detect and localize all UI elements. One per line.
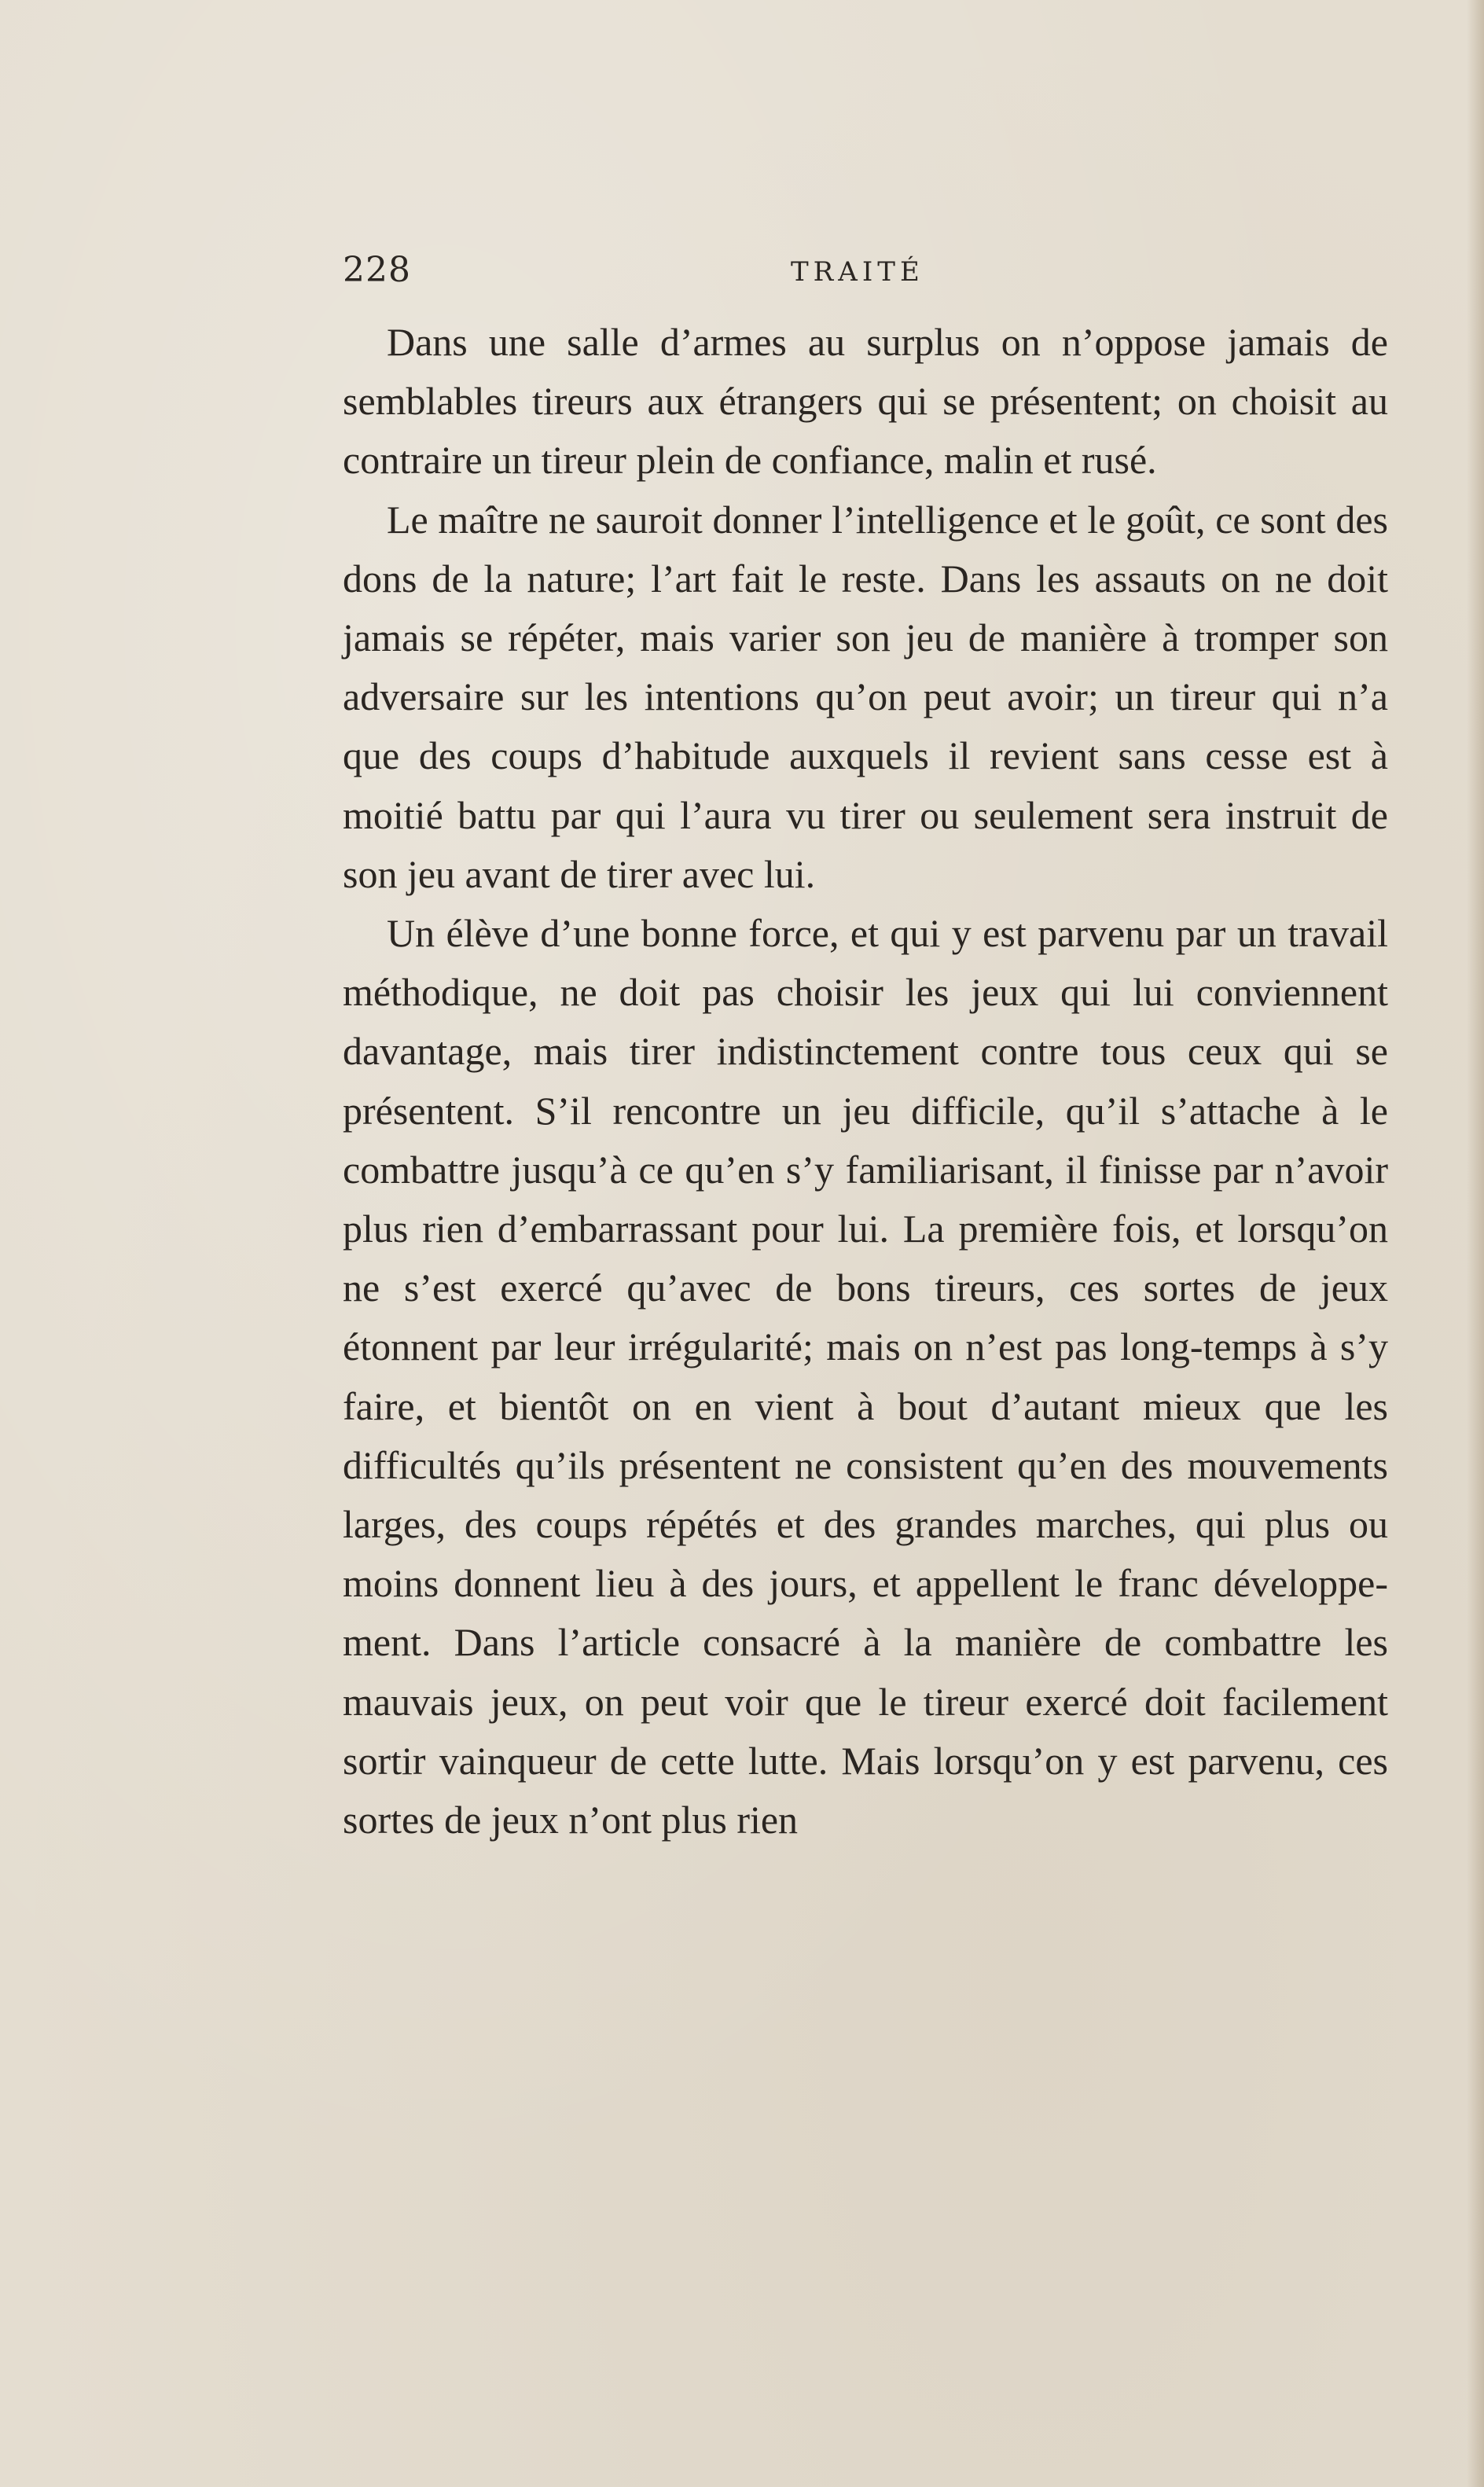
running-head: TRAITÉ: [791, 256, 924, 288]
page-number: 228: [343, 250, 411, 290]
page-header: [343, 250, 1396, 297]
paragraph: Un élève d’une bonne force, et qui y est parvenu par un travail méthodique, ne doit pas choisir les jeux qui lui conviennent davantage, mais tirer indistinctement contre tous ceux qui se présentent. S’il rencontre un jeu difficile, qu’il s’attache à le combattre jusqu’à ce qu’en s’y familiarisant, il finisse par n’avoir plus rien d’embarrassant pour lui. La première fois, et lorsqu’on ne s’est exercé qu’avec de bons tireurs, ces sortes de jeux étonnent par leur irrégularité; mais on n’est pas long-temps à s’y faire, et bientôt on en vient à bout d’autant mieux que les difficultés qu’ils présentent ne consistent qu’en des mouvements larges, des coups répétés et des grandes marches, qui plus ou moins donnent lieu à des jours, et appellent le franc développement. Dans l’article consacré à la manière de combattre les mauvais jeux, on peut voir que le tireur exercé doit facilement sortir vainqueur de cette lutte. Mais lorsqu’on y est parvenu, ces sortes de jeux n’ont plus rien: [343, 911, 1388, 1842]
body-text: [343, 313, 1388, 1850]
page-edge-shadow: [1467, 0, 1484, 2487]
paragraph: Le maître ne sauroit donner l’intelligence et le goût, ce sont des dons de la nature; l’art fait le reste. Dans les assauts on ne doit jamais se répéter, mais varier son jeu de manière à tromper son adversaire sur les intentions qu’on peut avoir; un tireur qui n’a que des coups d’habitude auxquels il revient sans cesse est à moitié battu par qui l’aura vu tirer ou seulement sera instruit de son jeu avant de tirer avec lui.: [343, 497, 1388, 896]
paragraph: Dans une salle d’armes au surplus on n’oppose jamais de semblables tireurs aux étrangers qui se présentent; on choisit au contraire un tireur plein de confiance, malin et rusé.: [343, 320, 1388, 483]
